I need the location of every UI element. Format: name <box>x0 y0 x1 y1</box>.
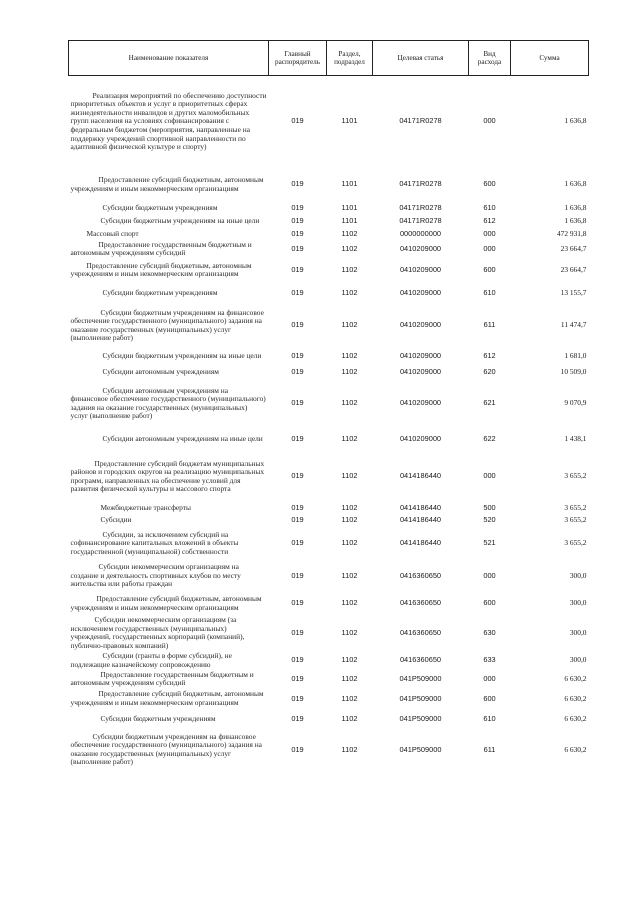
article-cell: 041P509000 <box>399 744 442 754</box>
section-cell: 1101 <box>341 215 358 225</box>
section-cell: 1102 <box>341 538 358 548</box>
expense-type-cell: 000 <box>483 570 496 580</box>
section-cell: 1102 <box>341 713 358 723</box>
name-cell: Предоставление субсидий бюджетам муниципальных районов и городских округов на реализацию муниципальных программ, направленных на обеспечение условий для развития физической культуры и массового спорта <box>70 458 265 494</box>
article-cell: 0410209000 <box>399 287 442 297</box>
sum-cell: 10 509,0 <box>560 367 587 377</box>
expense-type-cell: 500 <box>483 503 496 513</box>
table-body <box>69 76 589 772</box>
section-cell: 1102 <box>341 744 358 754</box>
sum-cell: 9 070,9 <box>564 398 587 408</box>
article-cell: 0414186440 <box>399 471 442 481</box>
sum-cell: 3 655,2 <box>564 503 587 513</box>
manager-cell: 019 <box>291 228 304 238</box>
sum-cell: 300,0 <box>569 627 587 637</box>
manager-cell: 019 <box>291 351 304 361</box>
sum-cell: 1 636,8 <box>564 116 587 126</box>
table-row <box>69 258 589 283</box>
name-cell: Предоставление субсидий бюджетным, автономным учреждениям и иным некоммерческим организациям <box>70 594 262 612</box>
table-row <box>69 728 589 772</box>
manager-cell: 019 <box>291 744 304 754</box>
name-cell: Субсидии бюджетным учреждениям на иные цели <box>100 215 260 225</box>
sum-cell: 3 655,2 <box>564 471 587 481</box>
expense-type-cell: 612 <box>483 351 496 361</box>
article-cell: 0416360650 <box>399 627 442 637</box>
header-article: Целевая статья <box>373 41 469 76</box>
section-cell: 1102 <box>341 243 358 253</box>
sum-cell: 6 630,2 <box>564 744 587 754</box>
section-cell: 1102 <box>341 693 358 703</box>
table-row <box>69 503 589 515</box>
article-cell: 0000000000 <box>399 228 442 238</box>
table-row <box>69 283 589 304</box>
expense-type-cell: 612 <box>483 215 496 225</box>
table-row <box>69 428 589 451</box>
sum-cell: 6 630,2 <box>564 713 587 723</box>
name-cell: Субсидии некоммерческим организациям на создание и деятельность спортивных клубов по месту жительства или работы граждан <box>70 562 241 589</box>
expense-type-cell: 000 <box>483 116 496 126</box>
section-cell: 1102 <box>341 367 358 377</box>
sum-cell: 1 636,8 <box>564 215 587 225</box>
name-cell: Субсидии бюджетным учреждениям на финансовое обеспечение государственного (муниципального) задания на оказание государственных (муниципальных) услуг (выполнение работ) <box>70 307 264 343</box>
sum-cell: 1 438,1 <box>564 433 587 443</box>
name-cell: Предоставление государственным бюджетным и автономным учреждениям субсидий <box>70 669 254 688</box>
sum-cell: 300,0 <box>569 655 587 665</box>
expense-type-cell: 600 <box>483 693 496 703</box>
section-cell: 1102 <box>341 287 358 297</box>
article-cell: 0414186440 <box>399 503 442 513</box>
name-cell: Предоставление субсидий бюджетным, автономным учреждениям и иным некоммерческим организациям <box>70 689 264 707</box>
section-cell: 1102 <box>341 351 358 361</box>
expense-type-cell: 611 <box>483 320 496 330</box>
table-row <box>69 202 589 215</box>
section-cell: 1102 <box>341 570 358 580</box>
sum-cell: 6 630,2 <box>564 673 587 683</box>
section-cell: 1102 <box>341 627 358 637</box>
section-cell: 1101 <box>341 116 358 126</box>
article-cell: 041P509000 <box>399 673 442 683</box>
article-cell: 0410209000 <box>399 398 442 408</box>
table-row <box>69 228 589 241</box>
manager-cell: 019 <box>291 693 304 703</box>
name-cell: Предоставление государственным бюджетным и автономным учреждениям субсидий <box>70 239 252 258</box>
expense-type-cell: 000 <box>483 673 496 683</box>
expense-type-cell: 600 <box>483 179 496 189</box>
manager-cell: 019 <box>291 713 304 723</box>
sum-cell: 13 155,7 <box>560 287 587 297</box>
sum-cell: 472 931,8 <box>556 228 587 238</box>
table-row <box>69 592 589 616</box>
expense-type-cell: 000 <box>483 471 496 481</box>
expense-type-cell: 610 <box>483 202 496 212</box>
article-cell: 041P509000 <box>399 693 442 703</box>
expense-type-cell: 621 <box>483 398 496 408</box>
expense-type-cell: 600 <box>483 264 496 274</box>
expense-type-cell: 000 <box>483 228 496 238</box>
name-cell: Субсидии автономным учреждениям на иные цели <box>102 433 263 443</box>
article-cell: 0410209000 <box>399 320 442 330</box>
section-cell: 1102 <box>341 398 358 408</box>
article-cell: 04171R0278 <box>399 215 442 225</box>
table-row <box>69 651 589 671</box>
manager-cell: 019 <box>291 264 304 274</box>
table-row <box>69 168 589 202</box>
expense-type-cell: 633 <box>483 655 496 665</box>
section-cell: 1102 <box>341 598 358 608</box>
name-cell: Предоставление субсидий бюджетным, автономным учреждениям и иным некоммерческим организациям <box>70 260 252 279</box>
header-manager: Главный распорядитель <box>269 41 327 76</box>
sum-cell: 1 636,8 <box>564 179 587 189</box>
manager-cell: 019 <box>291 598 304 608</box>
manager-cell: 019 <box>291 471 304 481</box>
manager-cell: 019 <box>291 515 304 525</box>
sum-cell: 1 636,8 <box>564 202 587 212</box>
article-cell: 0410209000 <box>399 433 442 443</box>
section-cell: 1102 <box>341 673 358 683</box>
header-name: Наименование показателя <box>69 41 269 76</box>
article-cell: 0410209000 <box>399 243 442 253</box>
article-cell: 0410209000 <box>399 351 442 361</box>
expense-type-cell: 000 <box>483 243 496 253</box>
expense-type-cell: 630 <box>483 627 496 637</box>
section-cell: 1102 <box>341 655 358 665</box>
section-cell: 1102 <box>341 503 358 513</box>
sum-cell: 1 681,0 <box>564 351 587 361</box>
manager-cell: 019 <box>291 179 304 189</box>
table-row <box>69 380 589 428</box>
article-cell: 04171R0278 <box>399 116 442 126</box>
section-cell: 1102 <box>341 320 358 330</box>
name-cell: Субсидии <box>100 515 132 525</box>
article-cell: 0416360650 <box>399 655 442 665</box>
expense-type-cell: 610 <box>483 713 496 723</box>
table-header <box>69 41 589 76</box>
name-cell: Массовый спорт <box>86 228 139 238</box>
section-cell: 1101 <box>341 179 358 189</box>
expense-type-cell: 600 <box>483 598 496 608</box>
table-row <box>69 515 589 527</box>
sum-cell: 300,0 <box>569 598 587 608</box>
name-cell: Субсидии бюджетным учреждениям <box>102 202 218 212</box>
name-cell: Субсидии бюджетным учреждениям <box>102 287 218 297</box>
name-cell: Субсидии бюджетным учреждениям на иные цели <box>102 351 262 361</box>
article-cell: 0410209000 <box>399 264 442 274</box>
table-row <box>69 76 589 168</box>
expense-type-cell: 520 <box>483 515 496 525</box>
manager-cell: 019 <box>291 673 304 683</box>
article-cell: 0414186440 <box>399 538 442 548</box>
section-cell: 1102 <box>341 264 358 274</box>
manager-cell: 019 <box>291 570 304 580</box>
name-cell: Межбюджетные трансферты <box>100 503 191 513</box>
manager-cell: 019 <box>291 243 304 253</box>
name-cell: Субсидии некоммерческим организациям (за исключением государственных (муниципальных) учреждений, государственных корпораций (компаний), публично-правовых компаний) <box>70 615 245 650</box>
name-cell: Предоставление субсидий бюджетным, автономным учреждениям и иным некоммерческим организациям <box>70 174 264 193</box>
table-row <box>69 616 589 651</box>
name-cell: Субсидии, за исключением субсидий на софинансирование капитальных вложений в объекты государственной (муниципальной) собственности <box>70 529 239 556</box>
manager-cell: 019 <box>291 367 304 377</box>
manager-cell: 019 <box>291 202 304 212</box>
expense-type-cell: 622 <box>483 433 496 443</box>
expense-type-cell: 521 <box>483 538 496 548</box>
manager-cell: 019 <box>291 215 304 225</box>
sum-cell: 3 655,2 <box>564 515 587 525</box>
sum-cell: 11 474,7 <box>560 320 587 330</box>
article-cell: 04171R0278 <box>399 202 442 212</box>
header-expense-type: Вид расхода <box>469 41 511 76</box>
table-row <box>69 451 589 503</box>
manager-cell: 019 <box>291 503 304 513</box>
header-sum: Сумма <box>511 41 589 76</box>
manager-cell: 019 <box>291 287 304 297</box>
article-cell: 041P509000 <box>399 713 442 723</box>
table-row <box>69 215 589 228</box>
article-cell: 0410209000 <box>399 367 442 377</box>
section-cell: 1102 <box>341 471 358 481</box>
section-cell: 1102 <box>341 228 358 238</box>
table-row <box>69 348 589 366</box>
manager-cell: 019 <box>291 538 304 548</box>
name-cell: Субсидии бюджетным учреждениям <box>100 713 216 723</box>
sum-cell: 23 664,7 <box>560 243 587 253</box>
article-cell: 0416360650 <box>399 598 442 608</box>
manager-cell: 019 <box>291 398 304 408</box>
table-row <box>69 241 589 258</box>
section-cell: 1102 <box>341 433 358 443</box>
manager-cell: 019 <box>291 627 304 637</box>
header-section: Раздел, подраздел <box>327 41 373 76</box>
expense-type-cell: 610 <box>483 287 496 297</box>
name-cell: Субсидии бюджетным учреждениям на финансовое обеспечение государственного (муниципального) задания на оказание государственных (муниципальных) услуг (выполнение работ) <box>70 731 262 767</box>
expense-type-cell: 611 <box>483 744 496 754</box>
article-cell: 0414186440 <box>399 515 442 525</box>
sum-cell: 23 664,7 <box>560 264 587 274</box>
table-row <box>69 710 589 728</box>
sum-cell: 3 655,2 <box>564 538 587 548</box>
manager-cell: 019 <box>291 655 304 665</box>
table-row <box>69 304 589 348</box>
article-cell: 0416360650 <box>399 570 442 580</box>
name-cell: Субсидии автономным учреждениям на финансовое обеспечение государственного (муниципального) задания на оказание государственных (муниципальных) услуг (выполнение работ) <box>70 385 266 421</box>
name-cell: Субсидии автономным учреждениям <box>102 367 219 377</box>
budget-table <box>68 40 589 772</box>
manager-cell: 019 <box>291 433 304 443</box>
table-row <box>69 671 589 688</box>
section-cell: 1102 <box>341 515 358 525</box>
name-cell: Субсидии (гранты в форме субсидий), не подлежащие казначейскому сопровождению <box>70 651 232 669</box>
table-row <box>69 527 589 561</box>
manager-cell: 019 <box>291 320 304 330</box>
section-cell: 1101 <box>341 202 358 212</box>
expense-type-cell: 620 <box>483 367 496 377</box>
sum-cell: 300,0 <box>569 570 587 580</box>
manager-cell: 019 <box>291 116 304 126</box>
table-row <box>69 561 589 592</box>
article-cell: 04171R0278 <box>399 179 442 189</box>
table-row <box>69 688 589 710</box>
table-row <box>69 366 589 380</box>
sum-cell: 6 630,2 <box>564 693 587 703</box>
name-cell: Реализация мероприятий по обеспечению доступности приоритетных объектов и услуг в приоритетных сферах жизнедеятельности инвалидов и других маломобильных групп населения на условиях софинансирования с федеральным бюджетом (мероприятия, направленные на поддержку учреждений спортивной направленности по адаптивной физической культуре и спорту) <box>70 90 267 152</box>
